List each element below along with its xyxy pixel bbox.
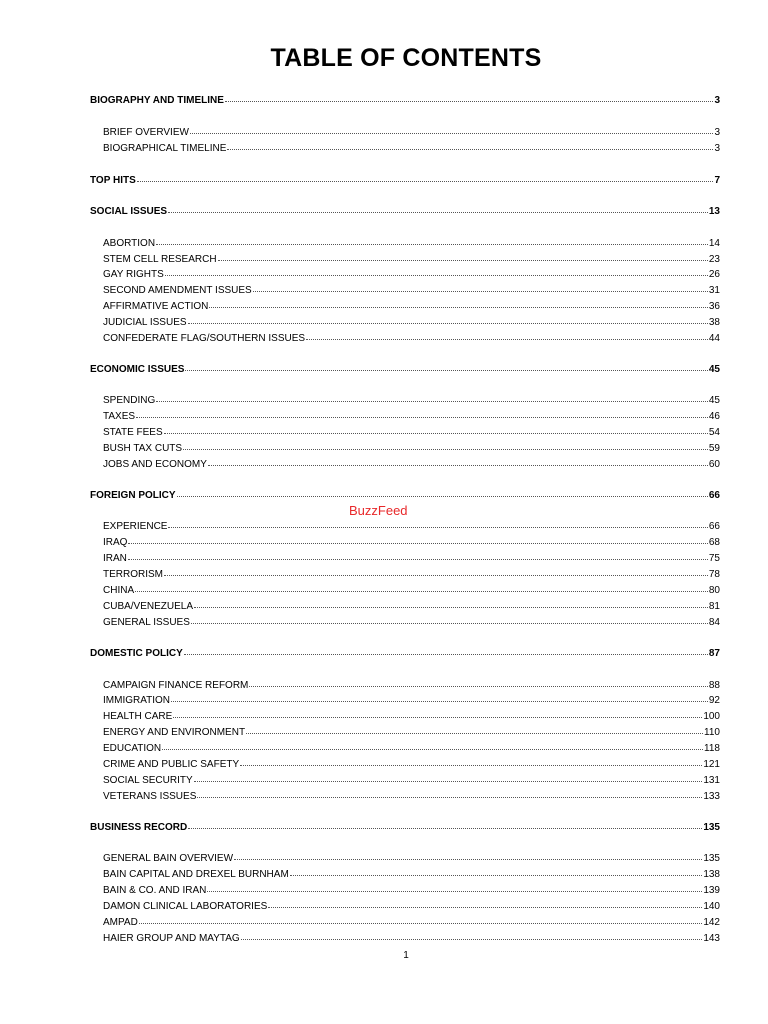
toc-label: CHINA xyxy=(103,585,135,596)
toc-page-number: 110 xyxy=(704,727,720,738)
toc-page-number: 80 xyxy=(708,585,720,596)
toc-label: SOCIAL ISSUES xyxy=(90,206,168,217)
dot-leader xyxy=(156,392,708,402)
toc-label: JOBS AND ECONOMY xyxy=(103,459,207,470)
toc-page-number: 66 xyxy=(708,521,720,532)
toc-page-number: 66 xyxy=(708,490,720,501)
toc-page-number: 133 xyxy=(703,791,720,802)
toc-entry[interactable] xyxy=(103,331,720,345)
toc-entry[interactable] xyxy=(103,425,720,439)
dot-leader xyxy=(240,756,702,766)
toc-page-number: 131 xyxy=(703,775,720,786)
toc-entry[interactable] xyxy=(103,851,720,865)
dot-leader xyxy=(246,724,703,734)
dot-leader xyxy=(268,898,702,908)
toc-page-number: 138 xyxy=(703,869,720,880)
toc-label: BUSH TAX CUTS xyxy=(103,443,183,454)
toc-entry[interactable] xyxy=(103,125,720,139)
toc-section-social-issues[interactable] xyxy=(90,204,720,218)
toc-label: CAMPAIGN FINANCE REFORM xyxy=(103,680,249,691)
toc-entry[interactable] xyxy=(103,252,720,266)
toc-page-number: 44 xyxy=(708,333,720,344)
toc-page-number: 31 xyxy=(708,285,720,296)
dot-leader xyxy=(184,645,708,655)
dot-leader xyxy=(168,203,708,213)
toc-page-number: 81 xyxy=(708,601,720,612)
toc-entry[interactable] xyxy=(103,709,720,723)
toc-entry[interactable] xyxy=(103,789,720,803)
dot-leader xyxy=(218,251,708,261)
toc-section-foreign-policy[interactable] xyxy=(90,488,720,502)
dot-leader xyxy=(290,866,703,876)
toc-page-number: 68 xyxy=(708,537,720,548)
toc-label: EXPERIENCE xyxy=(103,521,168,532)
toc-page-number: 118 xyxy=(704,743,720,754)
toc-label: EDUCATION xyxy=(103,743,162,754)
toc-entry[interactable] xyxy=(103,867,720,881)
toc-page-number: 46 xyxy=(708,411,720,422)
dot-leader xyxy=(183,440,708,450)
dot-leader xyxy=(164,566,708,576)
toc-page-number: 84 xyxy=(708,617,720,628)
toc-page-number: 45 xyxy=(708,395,720,406)
dot-leader xyxy=(194,598,708,608)
toc-entry[interactable] xyxy=(103,457,720,471)
dot-leader xyxy=(306,330,708,340)
toc-page-number: 135 xyxy=(703,853,720,864)
toc-page-number: 36 xyxy=(708,301,720,312)
toc-entry[interactable] xyxy=(103,678,720,692)
dot-leader xyxy=(156,235,708,245)
toc-entry[interactable] xyxy=(103,693,720,707)
toc-label: CONFEDERATE FLAG/SOUTHERN ISSUES xyxy=(103,333,306,344)
dot-leader xyxy=(139,914,702,924)
dot-leader xyxy=(197,788,702,798)
toc-entry[interactable] xyxy=(103,583,720,597)
dot-leader xyxy=(177,487,708,497)
toc-page-number: 75 xyxy=(708,553,720,564)
toc-entry[interactable] xyxy=(103,567,720,581)
toc-section-domestic-policy[interactable] xyxy=(90,646,720,660)
watermark: BuzzFeed xyxy=(349,503,408,518)
toc-label: ABORTION xyxy=(103,238,156,249)
toc-entry[interactable] xyxy=(103,883,720,897)
toc-entry[interactable] xyxy=(103,283,720,297)
toc-label: SPENDING xyxy=(103,395,156,406)
toc-label: HEALTH CARE xyxy=(103,711,173,722)
toc-label: VETERANS ISSUES xyxy=(103,791,197,802)
toc-page-number: 26 xyxy=(708,269,720,280)
toc-label: GENERAL BAIN OVERVIEW xyxy=(103,853,234,864)
toc-page-number: 54 xyxy=(708,427,720,438)
dot-leader xyxy=(209,298,707,308)
dot-leader xyxy=(208,456,708,466)
toc-entry[interactable] xyxy=(103,236,720,250)
toc-page-number: 78 xyxy=(708,569,720,580)
toc-entry[interactable] xyxy=(103,741,720,755)
dot-leader xyxy=(162,740,703,750)
toc-label: SOCIAL SECURITY xyxy=(103,775,193,786)
dot-leader xyxy=(168,518,707,528)
toc-label: TERRORISM xyxy=(103,569,163,580)
toc-page-number: 7 xyxy=(714,175,720,186)
toc-page-number: 92 xyxy=(708,695,720,706)
toc-label: CRIME AND PUBLIC SAFETY xyxy=(103,759,240,770)
toc-label: DOMESTIC POLICY xyxy=(90,648,183,659)
dot-leader xyxy=(164,424,708,434)
dot-leader xyxy=(188,314,708,324)
toc-page-number: 23 xyxy=(708,254,720,265)
toc-page-number: 60 xyxy=(708,459,720,470)
toc-section-economic-issues[interactable] xyxy=(90,362,720,376)
toc-label: BRIEF OVERVIEW xyxy=(103,127,189,138)
toc-label: STATE FEES xyxy=(103,427,163,438)
toc-page-number: 88 xyxy=(708,680,720,691)
dot-leader xyxy=(188,819,702,829)
toc-section-biography[interactable] xyxy=(90,93,720,107)
toc-label: ENERGY AND ENVIRONMENT xyxy=(103,727,246,738)
toc-label: IRAQ xyxy=(103,537,128,548)
toc-entry[interactable] xyxy=(103,299,720,313)
dot-leader xyxy=(191,614,708,624)
toc-label: CUBA/VENEZUELA xyxy=(103,601,194,612)
toc-label: TOP HITS xyxy=(90,175,136,186)
toc-entry[interactable] xyxy=(103,773,720,787)
toc-page-number: 143 xyxy=(703,933,720,944)
toc-entry[interactable] xyxy=(103,393,720,407)
toc-page-number: 45 xyxy=(708,364,720,375)
dot-leader xyxy=(253,282,708,292)
toc-label: BIOGRAPHY AND TIMELINE xyxy=(90,95,224,106)
toc-page-number: 140 xyxy=(703,901,720,912)
toc-label: STEM CELL RESEARCH xyxy=(103,254,217,265)
toc-entry[interactable] xyxy=(103,441,720,455)
toc-label: BIOGRAPHICAL TIMELINE xyxy=(103,143,227,154)
toc-page-number: 135 xyxy=(703,822,720,833)
toc-label: JUDICIAL ISSUES xyxy=(103,317,187,328)
toc-label: HAIER GROUP AND MAYTAG xyxy=(103,933,240,944)
toc-label: GENERAL ISSUES xyxy=(103,617,190,628)
toc-label: AFFIRMATIVE ACTION xyxy=(103,301,209,312)
toc-entry[interactable] xyxy=(103,141,720,155)
toc-page-number: 87 xyxy=(708,648,720,659)
toc-entry[interactable] xyxy=(103,725,720,739)
toc-page-number: 3 xyxy=(714,127,720,138)
toc-label: IMMIGRATION xyxy=(103,695,171,706)
toc-entry[interactable] xyxy=(103,599,720,613)
toc-page-number: 38 xyxy=(708,317,720,328)
toc-entry[interactable] xyxy=(103,931,720,945)
toc-label: FOREIGN POLICY xyxy=(90,490,176,501)
toc-label: ECONOMIC ISSUES xyxy=(90,364,185,375)
toc-entry[interactable] xyxy=(103,519,720,533)
toc-label: IRAN xyxy=(103,553,127,564)
dot-leader xyxy=(136,408,708,418)
toc-entry[interactable] xyxy=(103,915,720,929)
dot-leader xyxy=(165,266,708,276)
toc-entry[interactable] xyxy=(103,551,720,565)
toc-label: GAY RIGHTS xyxy=(103,269,164,280)
toc-label: BAIN CAPITAL AND DREXEL BURNHAM xyxy=(103,869,289,880)
toc-section-top-hits[interactable] xyxy=(90,173,720,187)
dot-leader xyxy=(241,930,703,940)
toc-entry[interactable] xyxy=(103,409,720,423)
toc-page-number: 142 xyxy=(703,917,720,928)
toc-page-number: 100 xyxy=(703,711,720,722)
dot-leader xyxy=(207,882,702,892)
toc-page-number: 14 xyxy=(708,238,720,249)
dot-leader xyxy=(234,850,702,860)
dot-leader xyxy=(173,708,702,718)
toc-page-number: 3 xyxy=(714,143,720,154)
toc-entry[interactable] xyxy=(103,899,720,913)
dot-leader xyxy=(249,677,707,687)
toc-section-business-record[interactable] xyxy=(90,820,720,834)
dot-leader xyxy=(227,140,713,150)
toc-page-number: 139 xyxy=(703,885,720,896)
dot-leader xyxy=(171,692,708,702)
dot-leader xyxy=(190,124,713,134)
toc-label: BUSINESS RECORD xyxy=(90,822,188,833)
toc-entry[interactable] xyxy=(103,535,720,549)
toc-label: TAXES xyxy=(103,411,136,422)
page-title: TABLE OF CONTENTS xyxy=(270,44,542,72)
toc-page-number: 13 xyxy=(708,206,720,217)
toc-page-number: 59 xyxy=(708,443,720,454)
toc-label: SECOND AMENDMENT ISSUES xyxy=(103,285,252,296)
dot-leader xyxy=(128,534,707,544)
dot-leader xyxy=(194,772,703,782)
toc-entry[interactable] xyxy=(103,615,720,629)
toc-page-number: 3 xyxy=(714,95,720,106)
toc-entry[interactable] xyxy=(103,757,720,771)
toc-label: AMPAD xyxy=(103,917,138,928)
dot-leader xyxy=(135,582,708,592)
toc-label: DAMON CLINICAL LABORATORIES xyxy=(103,901,268,912)
toc-page-number: 121 xyxy=(703,759,720,770)
dot-leader xyxy=(225,92,714,102)
dot-leader xyxy=(128,550,708,560)
toc-label: BAIN & CO. AND IRAN xyxy=(103,885,207,896)
dot-leader xyxy=(185,361,707,371)
page-number: 1 xyxy=(403,950,409,961)
dot-leader xyxy=(137,172,714,182)
toc-entry[interactable] xyxy=(103,315,720,329)
toc-entry[interactable] xyxy=(103,267,720,281)
